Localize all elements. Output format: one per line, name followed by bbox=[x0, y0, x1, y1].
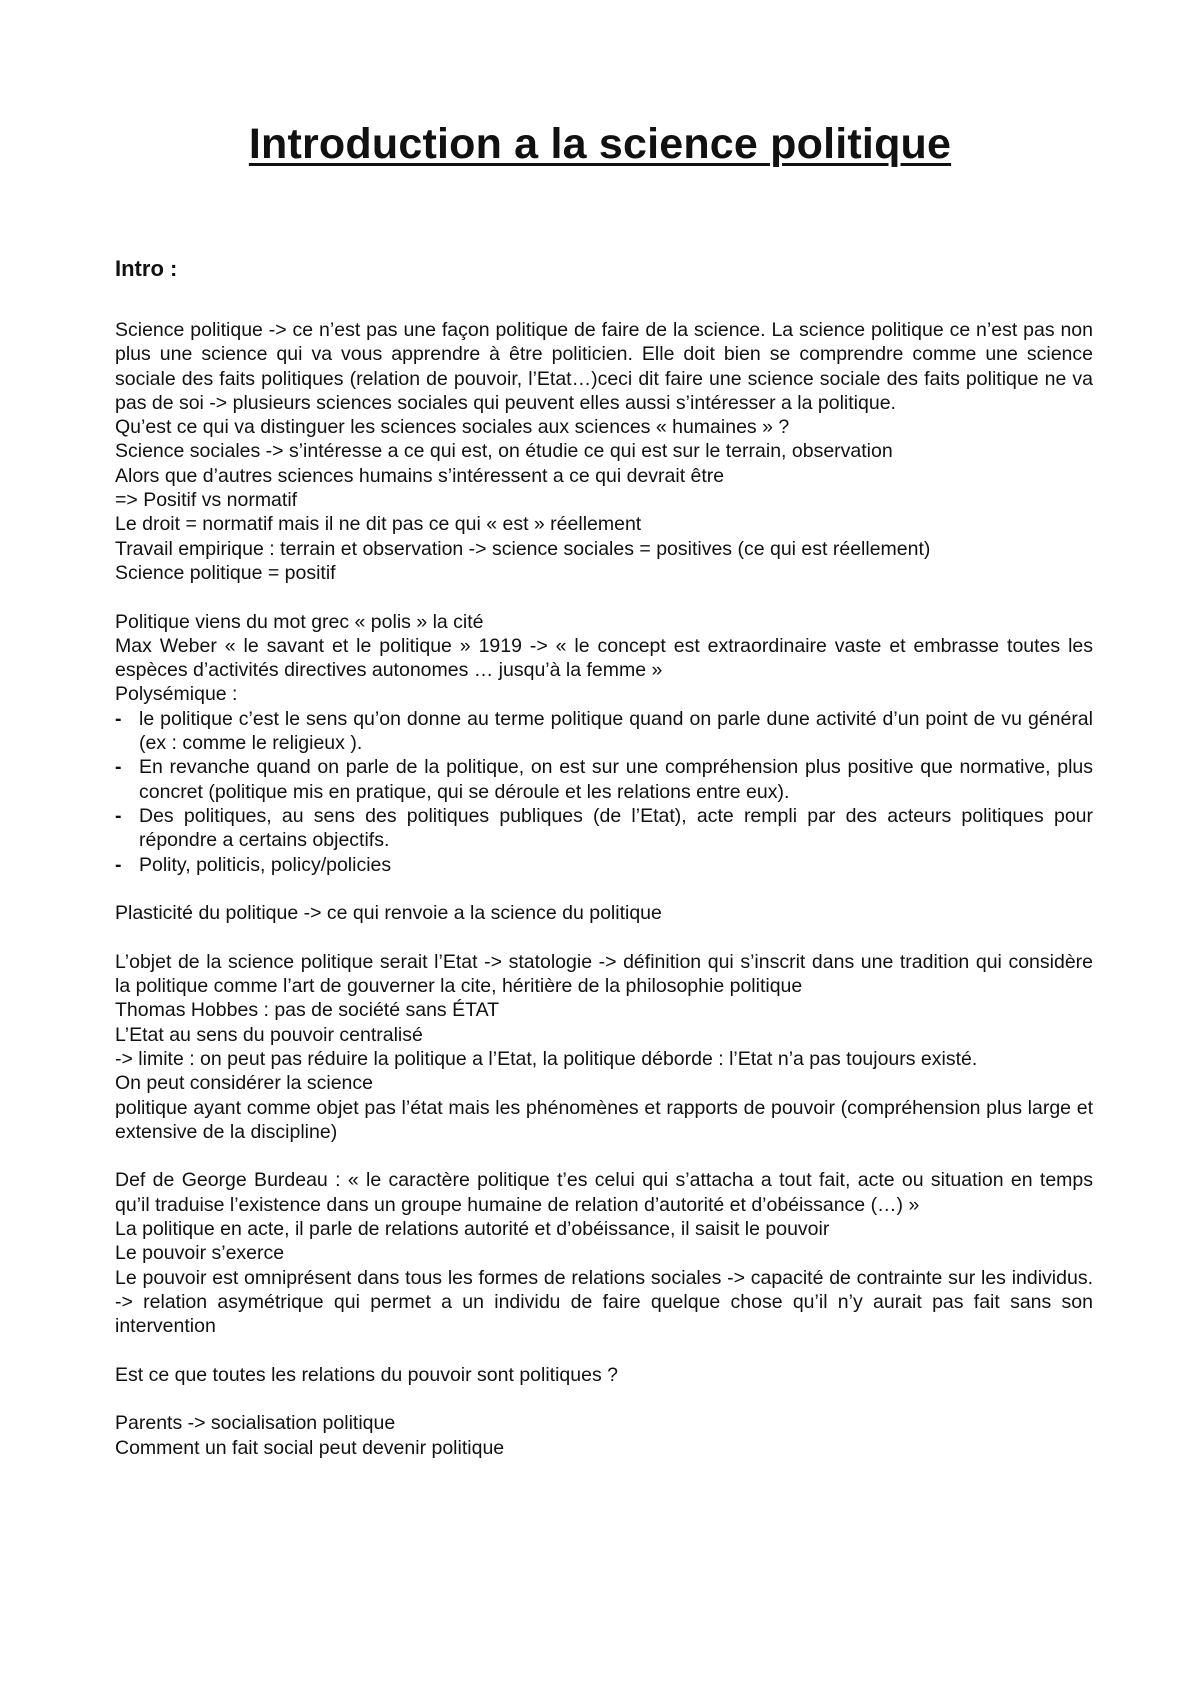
text-line: Travail empirique : terrain et observation -> science sociales = positives (ce qui est réellement) bbox=[115, 537, 931, 560]
paragraph-burdeau-definition: Def de George Burdeau : « le caractère politique t’es celui qui s’attacha a tout fait, acte ou situation en temps qu’il traduise l’existence dans un groupe humaine de relation d’autorité et d’obéissance (…) » bbox=[115, 1169, 1093, 1216]
list-item-text: le politique c’est le sens qu’on donne au terme politique quand on parle dune activité d’un point de vu général (ex : comme le religieux ). bbox=[139, 707, 1093, 755]
text-line: Le droit = normatif mais il ne dit pas ce qui « est » réellement bbox=[115, 513, 642, 536]
paragraph-max-weber-quote: Max Weber « le savant et le politique » 1919 -> « le concept est extraordinaire vaste et embrasse toutes les espèces d’activités directives autonomes … jusqu’à la femme » bbox=[115, 634, 1093, 682]
list-item-text: En revanche quand on parle de la politique, on est sur une compréhension plus positive que normative, plus concret (politique mis en pratique, qui se déroule et les relations entre eux). bbox=[139, 756, 1093, 803]
text-line: => Positif vs normatif bbox=[115, 489, 298, 512]
bullet-dash: - bbox=[115, 853, 122, 876]
blank-line bbox=[115, 925, 1093, 949]
text-line: Alors que d’autres sciences humains s’intéressent a ce qui devrait être bbox=[115, 464, 725, 487]
list-item bbox=[115, 804, 1093, 853]
paragraph-science-politique-definition: Science politique -> ce n’est pas une façon politique de faire de la science. La science politique ce n’est pas non plus une science qui va vous apprendre à être politicien. Elle doit bien se comprendre comme une science sociale des faits politiques (relation de pouvoir, l’Etat…)ceci dit faire une science sociale des faits politique ne va pas de soi -> plusieurs sciences sociales qui peuvent elles aussi s’intéresser a la politique. bbox=[115, 319, 1093, 414]
text-line: Science politique = positif bbox=[115, 561, 336, 584]
list-item-text: Polity, politicis, policy/policies bbox=[139, 853, 392, 876]
text-line: Qu’est ce qui va distinguer les sciences sociales aux sciences « humaines » ? bbox=[115, 416, 790, 439]
polysemy-bullet-list bbox=[115, 707, 1093, 877]
text-line: Comment un fait social peut devenir politique bbox=[115, 1436, 505, 1459]
list-item bbox=[115, 707, 1093, 756]
list-item bbox=[115, 853, 1093, 877]
text-line: On peut considérer la science bbox=[115, 1072, 373, 1095]
blank-line bbox=[115, 1387, 1093, 1411]
text-line: Thomas Hobbes : pas de société sans ÉTAT bbox=[115, 999, 500, 1022]
document-title: Introduction a la science politique bbox=[248, 120, 952, 168]
text-line: Plasticité du politique -> ce qui renvoie a la science du politique bbox=[115, 902, 662, 925]
text-line: Parents -> socialisation politique bbox=[115, 1412, 396, 1435]
text-line: Est ce que toutes les relations du pouvoir sont politiques ? bbox=[115, 1363, 618, 1386]
document-body bbox=[115, 318, 1093, 1460]
bullet-dash: - bbox=[115, 804, 122, 827]
paragraph-objet-etat: L’objet de la science politique serait l’Etat -> statologie -> définition qui s’inscrit dans une tradition qui considère la politique comme l’art de gouverner la cite, héritière de la philosophie politique bbox=[115, 950, 1093, 998]
blank-line bbox=[115, 1144, 1093, 1168]
bullet-dash: - bbox=[115, 756, 122, 779]
section-heading-intro: Intro : bbox=[115, 256, 178, 281]
text-line: Le pouvoir s’exerce bbox=[115, 1242, 285, 1265]
paragraph-pouvoir-omnipresent: Le pouvoir est omniprésent dans tous les formes de relations sociales -> capacité de contrainte sur les individus. -> relation asymétrique qui permet a un individu de faire quelque chose qu’il n’y aurait pas fait sans son intervention bbox=[115, 1266, 1093, 1338]
paragraph-objet-pouvoir: politique ayant comme objet pas l’état mais les phénomènes et rapports de pouvoir (compréhension plus large et extensive de la discipline) bbox=[115, 1096, 1093, 1143]
blank-line bbox=[115, 1338, 1093, 1362]
paragraph-limite: -> limite : on peut pas réduire la politique a l’Etat, la politique déborde : l’Etat n’a pas toujours existé. bbox=[115, 1047, 978, 1070]
list-item bbox=[115, 755, 1093, 804]
text-line: L’Etat au sens du pouvoir centralisé bbox=[115, 1023, 423, 1046]
blank-line bbox=[115, 877, 1093, 901]
list-item-text: Des politiques, au sens des politiques publiques (de l’Etat), acte rempli par des acteurs politiques pour répondre a certains objectifs. bbox=[139, 804, 1093, 852]
text-line: La politique en acte, il parle de relations autorité et d’obéissance, il saisit le pouvoir bbox=[115, 1217, 830, 1240]
blank-line bbox=[115, 585, 1093, 609]
text-line: Politique viens du mot grec « polis » la cité bbox=[115, 610, 484, 633]
bullet-dash: - bbox=[115, 707, 122, 730]
text-line: Polysémique : bbox=[115, 683, 238, 706]
text-line: Science sociales -> s’intéresse a ce qui est, on étudie ce qui est sur le terrain, observation bbox=[115, 440, 893, 463]
